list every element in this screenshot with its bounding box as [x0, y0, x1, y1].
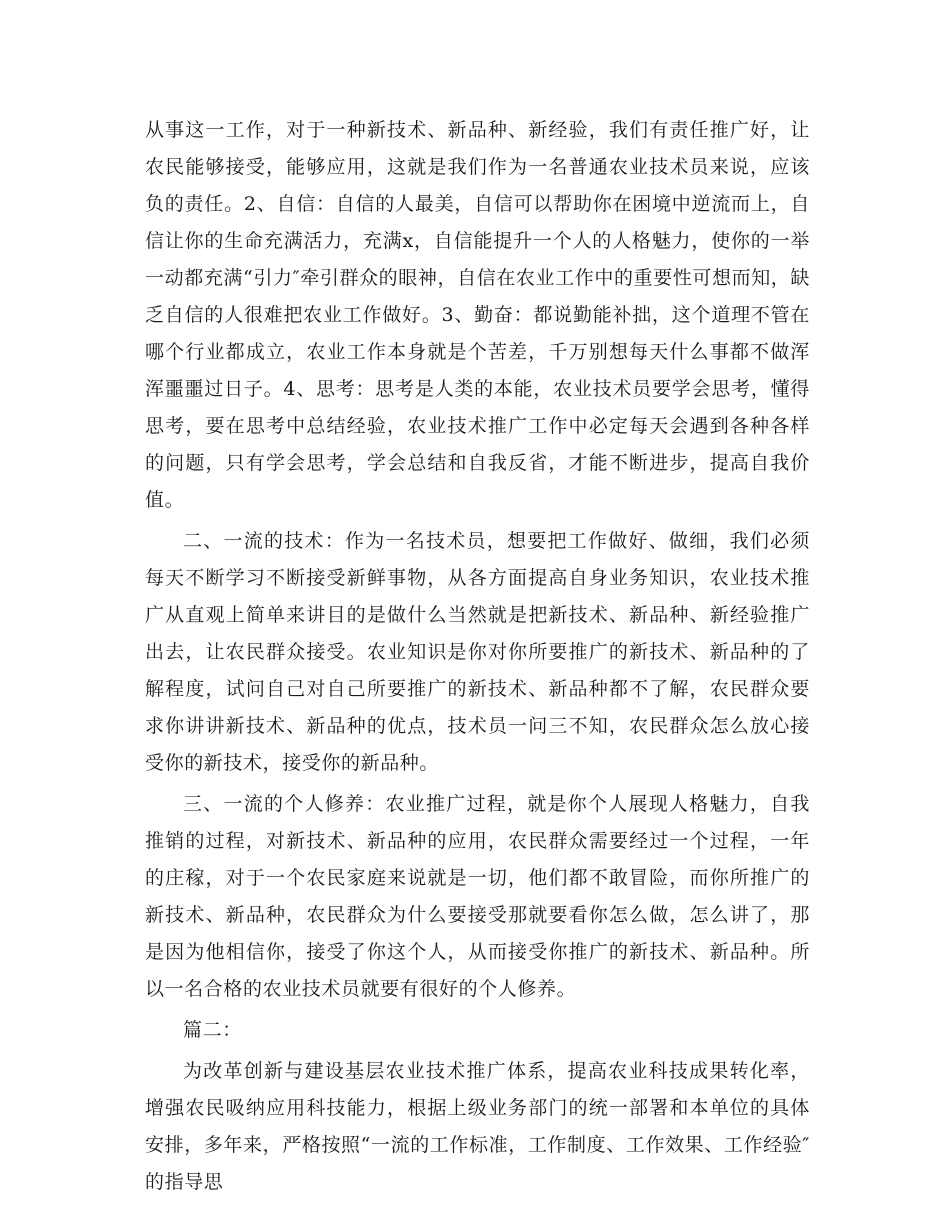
paragraph-section-2-technology: 二、一流的技术：作为一名技术员，想要把工作做好、做细，我们必须每天不断学习不断接受新鲜事物，从各方面提高自身业务知识，农业技术推广从直观上简单来讲目的是做什么当然就是把新技术、新品种、新经验推广出去，让农民群众接受。农业知识是你对你所要推广的新技术、新品种的了解程度，试问自己对自己所要推广的新技术、新品种都不了解，农民群众要求你讲讲新技术、新品种的优点，技术员一问三不知，农民群众怎么放心接受你的新技术，接受你的新品种。 — [145, 530, 810, 774]
paragraph-continuation: 从事这一工作，对于一种新技术、新品种、新经验，我们有责任推广好，让农民能够接受，能够应用，这就是我们作为一名普通农业技术员来说，应该负的责任。2、自信：自信的人最美，自信可以帮助你在困境中逆流而上，自信让你的生命充满活力，充满x，自信能提升一个人的人格魅力，使你的一举一动都充满“引力″牵引群众的眼神，自信在农业工作中的重要性可想而知，缺乏自信的人很难把农业工作做好。3、勤奋：都说勤能补拙，这个道理不管在哪个行业都成立，农业工作本身就是个苦差，千万别想每天什么事都不做浑浑噩噩过日子。4、思考：思考是人类的本能，农业技术员要学会思考，懂得思考，要在思考中总结经验，农业技术推广工作中必定每天会遇到各种各样的问题，只有学会思考，学会总结和自我反省，才能不断进步，提高自我价值。 — [145, 119, 810, 511]
section-heading-part-two: 篇二： — [183, 1019, 242, 1041]
document-body — [145, 112, 810, 1201]
paragraph-section-3-personal-cultivation: 三、一流的个人修养：农业推广过程，就是你个人展现人格魅力，自我推销的过程，对新技术、新品种的应用，农民群众需要经过一个过程，一年的庄稼，对于一个农民家庭来说就是一切，他们都不敢冒险，而你所推广的新技术、新品种，农民群众为什么要接受那就要看你怎么做，怎么讲了，那是因为他相信你，接受了你这个人，从而接受你推广的新技术、新品种。所以一名合格的农业技术员就要有很好的个人修养。 — [145, 793, 810, 1000]
paragraph-part-two-intro: 为改革创新与建设基层农业技术推广体系，提高农业科技成果转化率，增强农民吸纳应用科技能力，根据上级业务部门的统一部署和本单位的具体安排，多年来，严格按照“一流的工作标准，工作制度、工作效果、工作经验″的指导思 — [145, 1060, 810, 1193]
